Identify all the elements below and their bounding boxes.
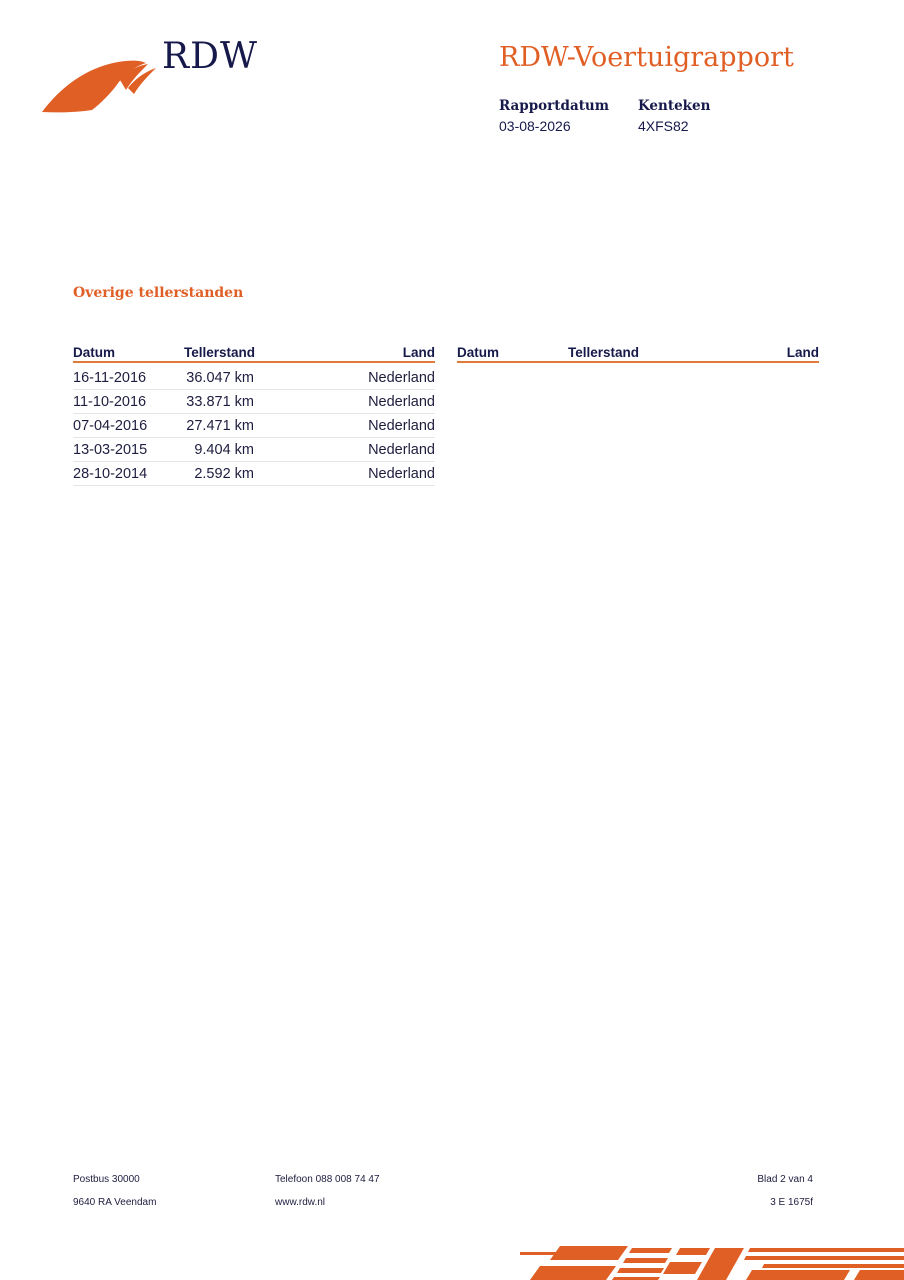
row-odometer: 33.871 km [186,394,254,410]
row-date: 07-04-2016 [73,418,148,434]
column-header-country: Land [402,345,435,360]
report-date-value: 03-08-2026 [499,118,571,134]
report-title: RDW-Voertuigrapport [499,42,794,73]
section-title: Overige tellerstanden [73,285,244,301]
license-plate-label: Kenteken [638,98,711,114]
row-odometer: 36.047 km [186,370,254,386]
row-country: Nederland [368,370,435,386]
row-country: Nederland [368,394,435,410]
footer-document-code: 3 E 1675f [770,1197,813,1208]
row-country: Nederland [368,466,435,482]
row-country: Nederland [368,418,435,434]
row-date: 11-10-2016 [73,394,147,410]
footer-address-line2: 9640 RA Veendam [73,1197,157,1208]
row-date: 28-10-2014 [73,466,148,482]
table-row [73,366,435,390]
license-plate-value: 4XFS82 [638,118,689,134]
column-header-odometer: Tellerstand [184,345,256,360]
table-row [73,414,435,438]
report-date-label: Rapportdatum [499,98,610,114]
table-row [73,462,435,486]
footer-phone: Telefoon 088 008 74 47 [275,1174,380,1185]
footer-page-number: Blad 2 van 4 [757,1174,813,1185]
table-header [457,345,819,363]
row-date: 13-03-2015 [73,442,148,458]
table-row [73,390,435,414]
footer-website: www.rdw.nl [275,1197,326,1208]
column-header-country: Land [786,345,819,360]
row-odometer: 2.592 km [194,466,254,482]
decorative-stripes-icon [520,1244,904,1280]
row-odometer: 9.404 km [194,442,254,458]
odometer-table-right [457,345,819,363]
row-country: Nederland [368,442,435,458]
row-odometer: 27.471 km [186,418,254,434]
column-header-date: Datum [73,345,116,360]
row-date: 16-11-2016 [73,370,147,386]
column-header-date: Datum [457,345,500,360]
footer-address-line1: Postbus 30000 [73,1174,140,1185]
table-row [73,438,435,462]
column-header-odometer: Tellerstand [568,345,640,360]
brand-name: RDW [162,36,258,77]
odometer-table-left [73,345,435,486]
table-header [73,345,435,363]
